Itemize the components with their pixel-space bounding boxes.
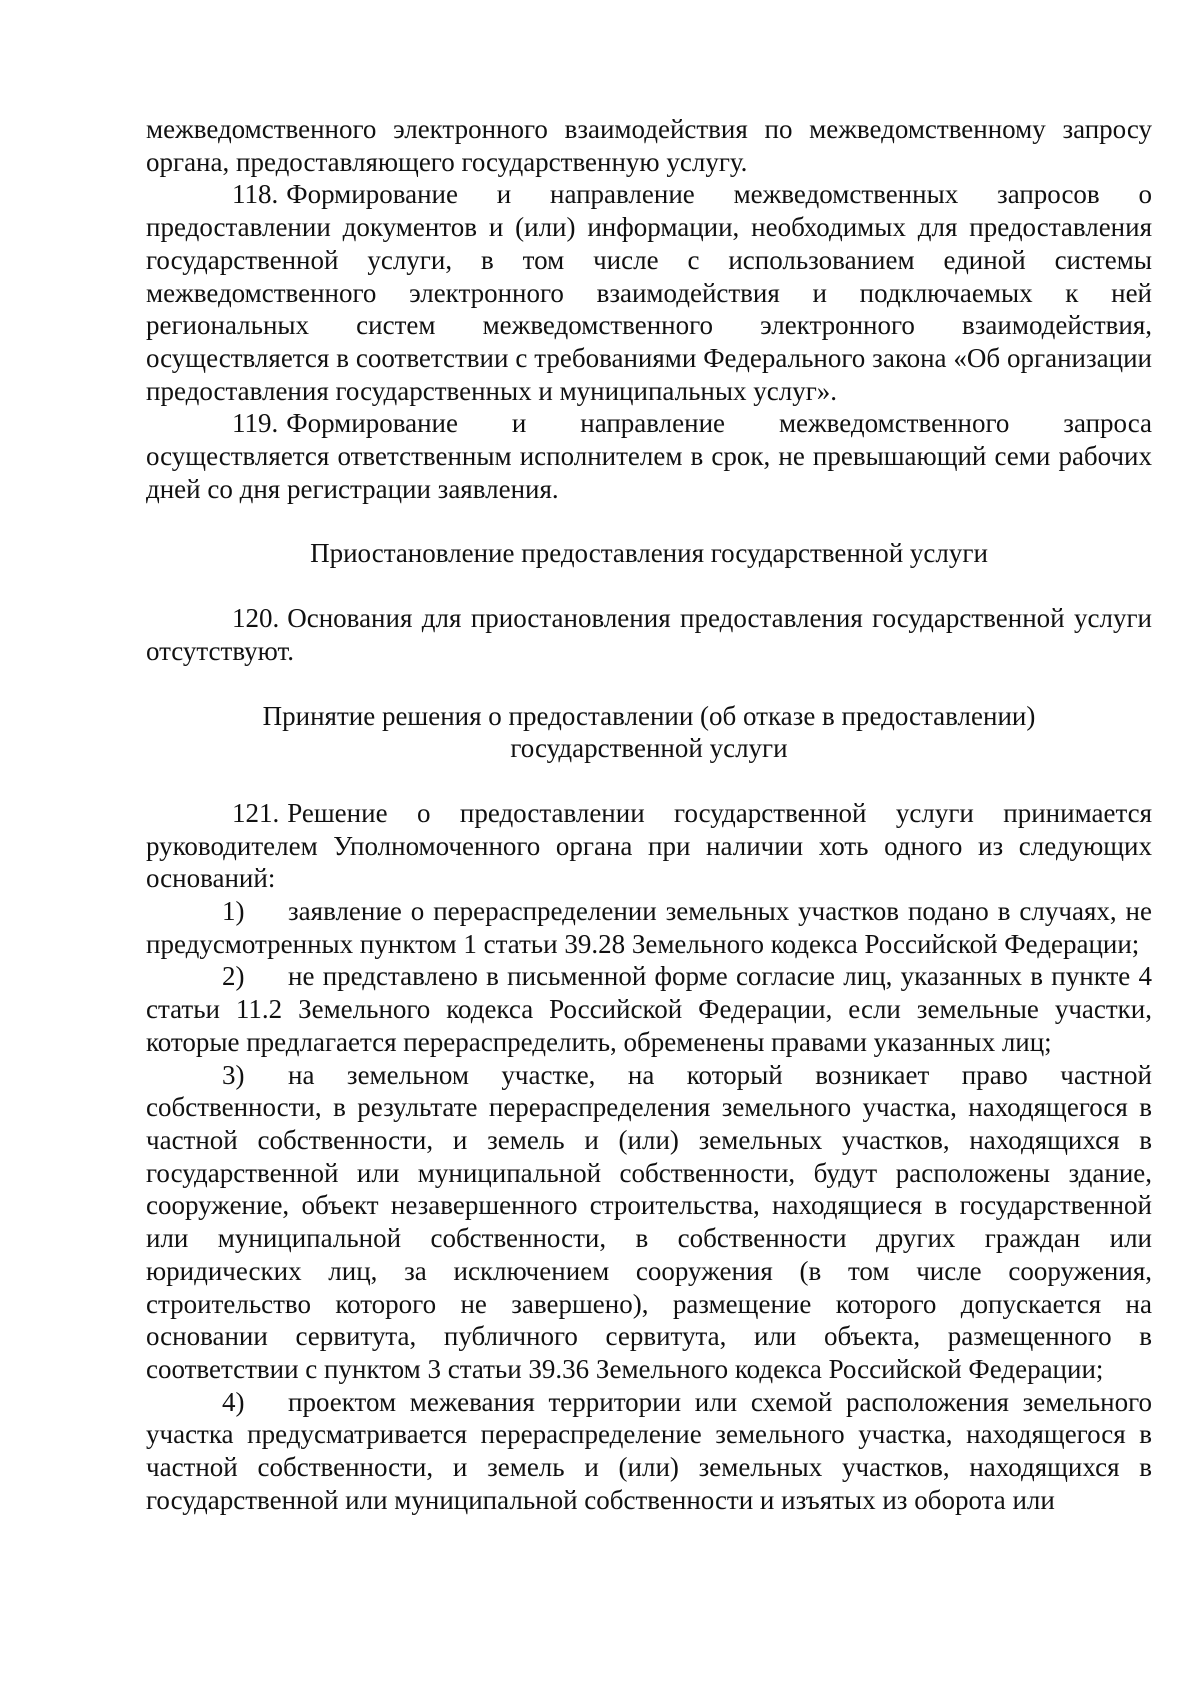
paragraph-text: Решение о предоставлении государственной услуги принимается руководителем Уполномоченного органа при наличии хоть одного из следующих оснований: <box>146 797 1152 894</box>
paragraph-number: 121. <box>232 797 280 828</box>
paragraph-number: 118. <box>232 179 279 210</box>
list-item-3 <box>146 1059 1152 1386</box>
list-item-1 <box>146 895 1152 960</box>
document-body <box>146 113 1152 1516</box>
list-item-4 <box>146 1386 1152 1517</box>
list-item-2 <box>146 960 1152 1058</box>
list-item-text: не представлено в письменной форме согласие лиц, указанных в пункте 4 статьи 11.2 Земельного кодекса Российской Федерации, если земельные участки, которые предлагается перераспределить, обременены правами указанных лиц; <box>146 961 1152 1057</box>
paragraph-121 <box>146 797 1152 895</box>
list-item-text: на земельном участке, на который возникает право частной собственности, в результате перераспределения земельного участка, находящегося в частной собственности, и земель и (или) земельных участков, находящихся в государственной или муниципальной собственности, будут расположены здание, сооружение, объект незавершенного строительства, находящиеся в государственной или муниципальной собственности, в собственности других граждан или юридических лиц, за исключением сооружения (в том числе сооружения, строительство которого не завершено), размещение которого допускается на основании сервитута, публичного сервитута, или объекта, размещенного в соответствии с пунктом 3 статьи 39.36 Земельного кодекса Российской Федерации; <box>146 1059 1152 1384</box>
paragraph-intro: межведомственного электронного взаимодействия по межведомственному запросу органа, предоставляющего государственную услугу. <box>146 114 1152 177</box>
paragraph-number: 119. <box>232 408 279 439</box>
section-heading-line: государственной услуги <box>510 733 788 764</box>
paragraph-118 <box>146 178 1152 407</box>
list-item-marker: 3) <box>222 1059 245 1090</box>
list-item-marker: 2) <box>222 961 245 992</box>
section-heading-suspension: Приостановление предоставления государственной услуги <box>310 538 988 569</box>
paragraph-text: Формирование и направление межведомственного запроса осуществляется ответственным исполнителем в срок, не превышающий семи рабочих дней со дня регистрации заявления. <box>146 408 1152 504</box>
list-item-text: проектом межевания территории или схемой расположения земельного участка предусматривается перераспределение земельного участка, находящегося в частной собственности, и земель и (или) земельных участков, находящихся в государственной или муниципальной собственности и изъятых из оборота или <box>146 1386 1152 1515</box>
section-heading-line: Принятие решения о предоставлении (об отказе в предоставлении) <box>262 700 1036 731</box>
paragraph-number: 120. <box>232 603 280 634</box>
paragraph-120 <box>146 602 1152 667</box>
list-item-marker: 4) <box>222 1386 245 1417</box>
paragraph-text: Основания для приостановления предоставления государственной услуги отсутствуют. <box>146 603 1152 666</box>
section-heading-decision <box>146 700 1152 765</box>
list-item-text: заявление о перераспределении земельных участков подано в случаях, не предусмотренных пунктом 1 статьи 39.28 Земельного кодекса Российской Федерации; <box>146 896 1152 959</box>
list-item-marker: 1) <box>222 896 245 927</box>
paragraph-text: Формирование и направление межведомственных запросов о предоставлении документов и (или) информации, необходимых для предоставления государственной услуги, в том числе с использованием единой системы межведомственного электронного взаимодействия и подключаемых к ней региональных систем межведомственного электронного взаимодействия, осуществляется в соответствии с требованиями Федерального закона «Об организации предоставления государственных и муниципальных услуг». <box>146 179 1152 406</box>
paragraph-119 <box>146 407 1152 505</box>
